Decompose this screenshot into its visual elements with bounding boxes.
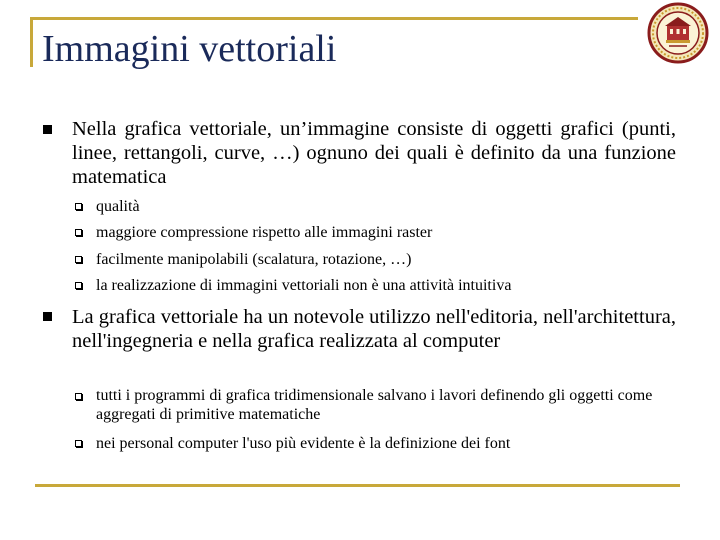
sub-bullet-marker bbox=[75, 393, 82, 400]
slide-title: Immagini vettoriali bbox=[42, 28, 337, 70]
bullet-text: La grafica vettoriale ha un notevole utilizzo nell'editoria, nell'architettura, nell'ingegneria e nella grafica realizzata al computer bbox=[72, 306, 676, 352]
title-frame-top-line bbox=[30, 17, 638, 20]
sub-bullet-marker bbox=[75, 256, 82, 263]
bullet-text: Nella grafica vettoriale, un’immagine consiste di oggetti grafici (punti, linee, rettangoli, curve, …) ognuno dei quali è definito da una funzione matematica bbox=[72, 118, 676, 188]
university-seal-icon bbox=[647, 2, 709, 64]
sub-bullet-text: la realizzazione di immagini vettoriali non è una attività intuitiva bbox=[96, 277, 512, 294]
sub-bullet-text: nei personal computer l'uso più evidente è la definizione dei font bbox=[96, 435, 511, 452]
sub-bullet-marker bbox=[75, 203, 82, 210]
sub-bullet-text: tutti i programmi di grafica tridimensionale salvano i lavori definendo gli oggetti come aggregati di primitive matematiche bbox=[96, 387, 653, 423]
sub-bullet-marker bbox=[75, 229, 82, 236]
sub-bullet-marker bbox=[75, 440, 82, 447]
title-frame-left-line bbox=[30, 17, 33, 67]
sub-bullet-marker bbox=[75, 282, 82, 289]
sub-bullet-text: qualità bbox=[96, 198, 140, 215]
bottom-divider-line bbox=[35, 484, 680, 487]
bullet-marker bbox=[43, 312, 52, 321]
sub-bullet-text: maggiore compressione rispetto alle immagini raster bbox=[96, 224, 433, 241]
sub-bullet-text: facilmente manipolabili (scalatura, rotazione, …) bbox=[96, 251, 412, 268]
bullet-marker bbox=[43, 125, 52, 134]
